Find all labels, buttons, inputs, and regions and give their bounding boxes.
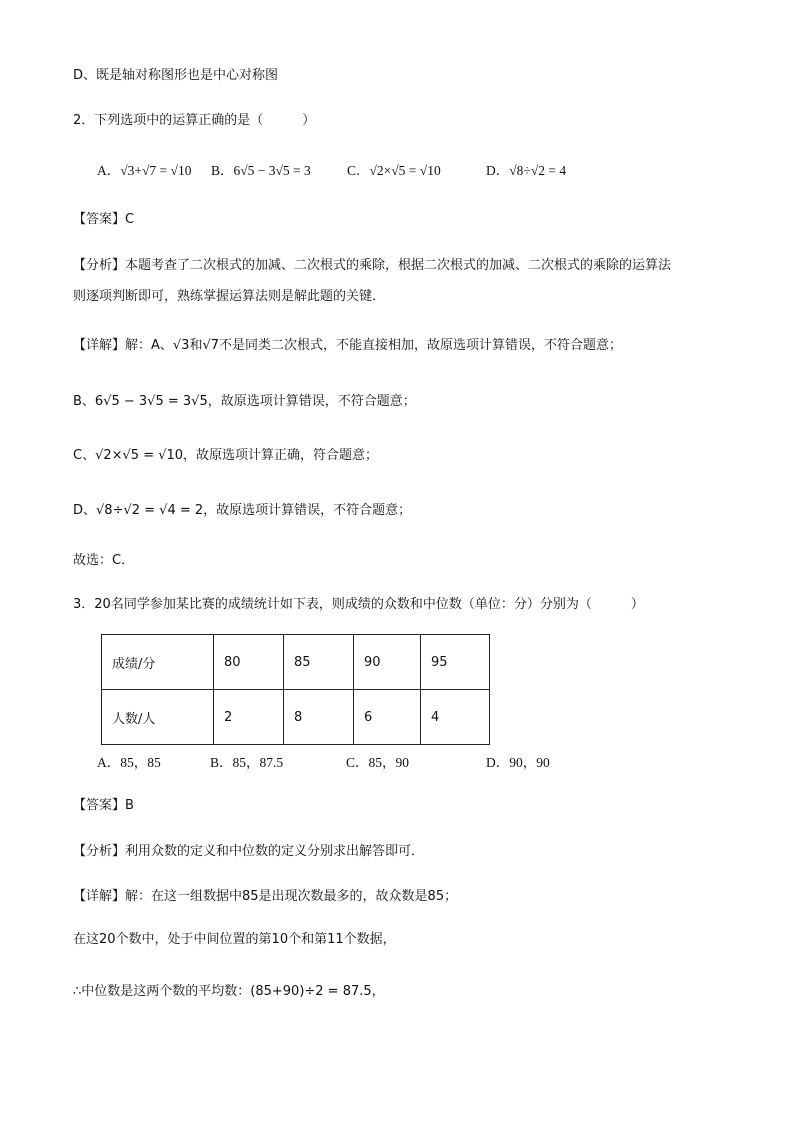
- table-cell: 85: [284, 635, 354, 690]
- q2-detail-c: C、√2×√5 = √10，故原选项计算正确，符合题意；: [73, 448, 379, 463]
- q3-detail-line-1: 【详解】解：在这一组数据中85是出现次数最多的，故众数是85；: [73, 889, 458, 904]
- q2-answer: 【答案】C: [73, 212, 135, 227]
- score-table: [101, 634, 490, 745]
- q2-analysis-line-2: 则逐项判断即可，熟练掌握运算法则是解此题的关键．: [73, 289, 386, 304]
- q3-detail-line-2: 在这20个数中，处于中间位置的第10个和第11个数据，: [73, 932, 396, 947]
- table-cell: 成绩/分: [102, 635, 214, 690]
- q2-choose: 故选：C．: [73, 553, 135, 568]
- table-cell: 90: [354, 635, 421, 690]
- q2-option-a: A．√3+√7 = √10: [97, 163, 192, 178]
- q2-option-d: D．√8÷√2 = 4: [486, 163, 567, 178]
- table-cell: 95: [421, 635, 490, 690]
- table-cell: 8: [284, 690, 354, 745]
- table-row: [102, 635, 490, 690]
- q3-option-d: D．90，90: [486, 755, 550, 770]
- table-cell: 4: [421, 690, 490, 745]
- q1-option-d: D、既是轴对称图形也是中心对称图: [73, 68, 279, 83]
- q3-stem: 3．20名同学参加某比赛的成绩统计如下表，则成绩的众数和中位数（单位：分）分别为（ ）: [73, 597, 644, 612]
- q2-stem: 2．下列选项中的运算正确的是（ ）: [73, 113, 316, 128]
- q3-detail-line-3: ∴中位数是这两个数的平均数：(85+90)÷2 = 87.5，: [73, 984, 385, 999]
- q2-option-c: C．√2×√5 = √10: [347, 163, 441, 178]
- q2-option-b: B．6√5 − 3√5 = 3: [211, 163, 311, 178]
- q2-detail-d: D、√8÷√2 = √4 = 2，故原选项计算错误，不符合题意；: [73, 503, 412, 518]
- table-cell: 2: [214, 690, 284, 745]
- q2-detail-b: B、6√5 − 3√5 = 3√5，故原选项计算错误，不符合题意；: [73, 394, 416, 409]
- q3-analysis: 【分析】利用众数的定义和中位数的定义分别求出解答即可．: [73, 844, 425, 859]
- q2-detail-a: 【详解】解：A、√3和√7不是同类二次根式，不能直接相加，故原选项计算错误，不符合题意；: [73, 338, 623, 353]
- table-cell: 80: [214, 635, 284, 690]
- q3-option-a: A．85，85: [97, 755, 161, 770]
- q3-option-c: C．85，90: [346, 755, 410, 770]
- q3-option-b: B．85，87.5: [210, 755, 284, 770]
- table-cell: 6: [354, 690, 421, 745]
- q2-analysis-line-1: 【分析】本题考查了二次根式的加减、二次根式的乘除，根据二次根式的加减、二次根式的乘除的运算法: [73, 258, 672, 273]
- table-cell: 人数/人: [102, 690, 214, 745]
- table-row: [102, 690, 490, 745]
- q3-answer: 【答案】B: [73, 798, 134, 813]
